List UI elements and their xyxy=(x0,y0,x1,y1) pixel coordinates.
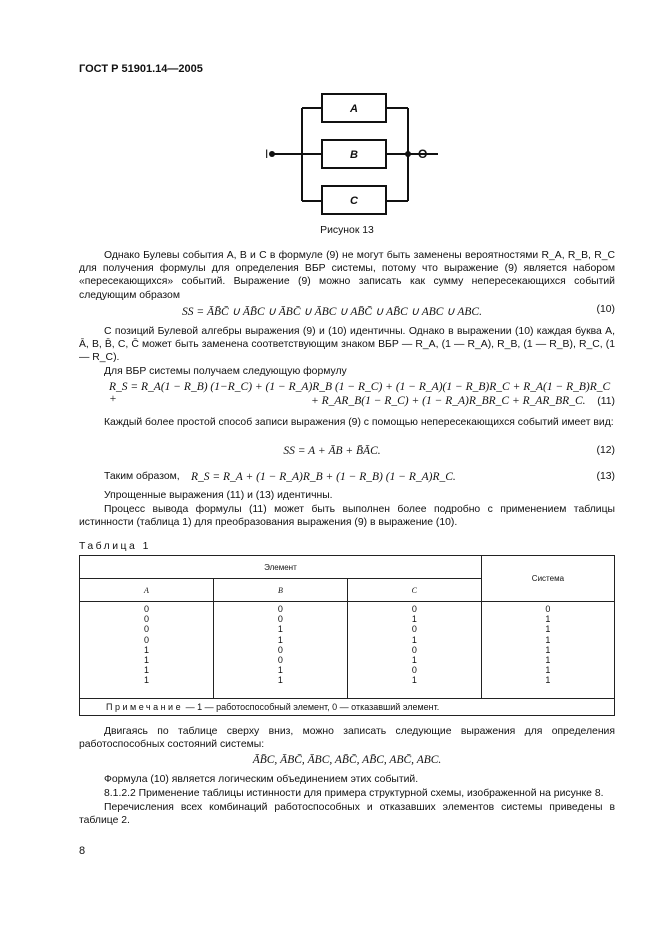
paragraph-4: Каждый более простой способ записи выражения (9) с помощью непересекающихся событий имеет вид: xyxy=(104,417,614,428)
table-cell: 0 xyxy=(143,614,149,625)
table-cell: 0 xyxy=(411,624,417,635)
table-cell: 1 xyxy=(143,655,149,666)
equation-13-number: (13) xyxy=(596,471,615,482)
table-cell: 0 xyxy=(411,665,417,676)
table-cell: 1 xyxy=(545,655,551,666)
paragraph-5: Упрощенные выражения (11) и (13) идентичны. xyxy=(104,490,333,501)
table-cell: 0 xyxy=(143,624,149,635)
paragraph-10: Перечисления всех комбинаций работоспособных и отказавших элементов системы приведены в таблице 2. xyxy=(79,802,615,827)
table-cell: 0 xyxy=(143,634,149,645)
table-body xyxy=(80,602,615,699)
block-b-label: B xyxy=(350,149,358,161)
table-cell: 1 xyxy=(143,675,149,686)
block-c-label: C xyxy=(350,195,358,207)
table-group-header: Элемент xyxy=(80,556,482,579)
equation-12-number: (12) xyxy=(596,445,615,456)
block-a-label: A xyxy=(350,103,358,115)
output-label: O xyxy=(418,147,428,161)
table-note xyxy=(80,699,615,716)
equation-11-line1: R_S = R_A(1 − R_B) (1−R_C) + (1 − R_A)R_B (1 − R_C) + (1 − R_A)(1 − R_B)R_C + R_A(1 − R_B)R_C + xyxy=(109,381,611,405)
equation-13 xyxy=(79,471,615,486)
equation-10-formula: SS = ĀB̄C̄ ∪ ĀB̄C ∪ ĀBC̄ ∪ ĀBC ∪ AB̄C̄ ∪ AB̄C ∪ ABC ∪ ABC. xyxy=(182,306,482,318)
table-cell: 1 xyxy=(545,634,551,645)
figure-caption: Рисунок 13 xyxy=(320,225,374,236)
truth-table xyxy=(79,555,615,716)
page-number: 8 xyxy=(79,845,86,857)
table-cell: 1 xyxy=(411,634,417,645)
table-cell: 1 xyxy=(277,665,283,676)
paragraph-3: Для ВБР системы получаем следующую формулу xyxy=(104,366,347,377)
column-a-values xyxy=(80,602,214,699)
table-cell: 1 xyxy=(277,634,283,645)
table-cell: 1 xyxy=(545,665,551,676)
table-cell: 1 xyxy=(143,644,149,655)
table-note-text: — 1 — работоспособный элемент, 0 — отказавший элемент. xyxy=(185,702,440,712)
table-cell: 1 xyxy=(545,644,551,655)
column-system-values xyxy=(481,602,614,699)
equation-11-line2: + R_AR_B(1 − R_C) + (1 − R_A)R_BR_C + R_AR_BR_C. xyxy=(311,395,586,407)
equation-13-formula: R_S = R_A + (1 − R_A)R_B + (1 − R_B) (1 − R_A)R_C. xyxy=(191,471,456,483)
table-cell: 0 xyxy=(411,604,417,614)
reliability-block-diagram xyxy=(262,88,442,228)
table-cell: 1 xyxy=(277,624,283,635)
table-note-label: Примечание xyxy=(106,702,184,712)
column-c-values xyxy=(347,602,481,699)
equation-12 xyxy=(79,445,615,460)
table-cell: 0 xyxy=(277,604,283,614)
table-cell: 1 xyxy=(411,675,417,686)
table-cell: 1 xyxy=(411,655,417,666)
equation-13-lead: Таким образом, xyxy=(104,471,180,482)
table-cell: 1 xyxy=(545,614,551,625)
table-col-a: A xyxy=(80,579,214,602)
paragraph-6: Процесс вывода формулы (11) может быть выполнен более подробно с применением таблицы истинности (таблица 1) для преобразования выражения (9) в выражение (10). xyxy=(79,504,615,529)
table-cell: 1 xyxy=(411,614,417,625)
table-cell: 0 xyxy=(277,644,283,655)
table-cell: 0 xyxy=(411,644,417,655)
equation-10 xyxy=(79,304,615,319)
table-cell: 0 xyxy=(277,614,283,625)
paragraph-1: Однако Булевы события A, B и C в формуле (9) не могут быть заменены вероятностями R_A, R_B, R_C для получения формулы для определения ВБР системы, потому что выражение (9) является набором «пересекающихся» событий. Выражение (9) можно записать как сумму непересекающихся событий следующим образом xyxy=(79,250,615,301)
table-cell: 0 xyxy=(143,604,149,614)
equation-11 xyxy=(79,381,615,411)
paragraph-8: Формула (10) является логическим объединением этих событий. xyxy=(104,774,419,785)
table-title: Таблица 1 xyxy=(79,541,151,552)
document-header: ГОСТ Р 51901.14—2005 xyxy=(79,63,203,75)
equation-10-number: (10) xyxy=(596,304,615,315)
input-label: I xyxy=(265,147,269,161)
table-cell: 0 xyxy=(277,655,283,666)
table-col-c: C xyxy=(347,579,481,602)
paragraph-7: Двигаясь по таблице сверху вниз, можно записать следующие выражения для определения работоспособных состояний системы: xyxy=(79,726,615,751)
equation-12-formula: SS = A + ĀB + B̄ĀC. xyxy=(283,445,381,457)
paragraph-9: 8.1.2.2 Применение таблицы истинности для примера структурной схемы, изображенной на рисунке 8. xyxy=(104,788,604,799)
table-col-b: B xyxy=(213,579,347,602)
states-equation: ĀB̄C, ĀBC̄, ĀBC, AB̄C̄, AB̄C, ABC̄, ABC. xyxy=(252,754,442,766)
equation-11-number: (11) xyxy=(597,396,615,407)
table-cell: 1 xyxy=(277,675,283,686)
paragraph-2: С позиций Булевой алгебры выражения (9) и (10) идентичны. Однако в выражении (10) каждая буква A, Ā, B, B̄, C, C̄ может быть заменена соответствующим знаком ВБР — R_A, (1 — R_A), R_B, (1 — R_B), R_C, (1 — R_C). xyxy=(79,326,615,364)
column-b-values xyxy=(213,602,347,699)
table-cell: 1 xyxy=(545,624,551,635)
table-cell: 0 xyxy=(545,604,551,614)
table-cell: 1 xyxy=(545,675,551,686)
table-system-header: Система xyxy=(481,556,614,602)
table-cell: 1 xyxy=(143,665,149,676)
